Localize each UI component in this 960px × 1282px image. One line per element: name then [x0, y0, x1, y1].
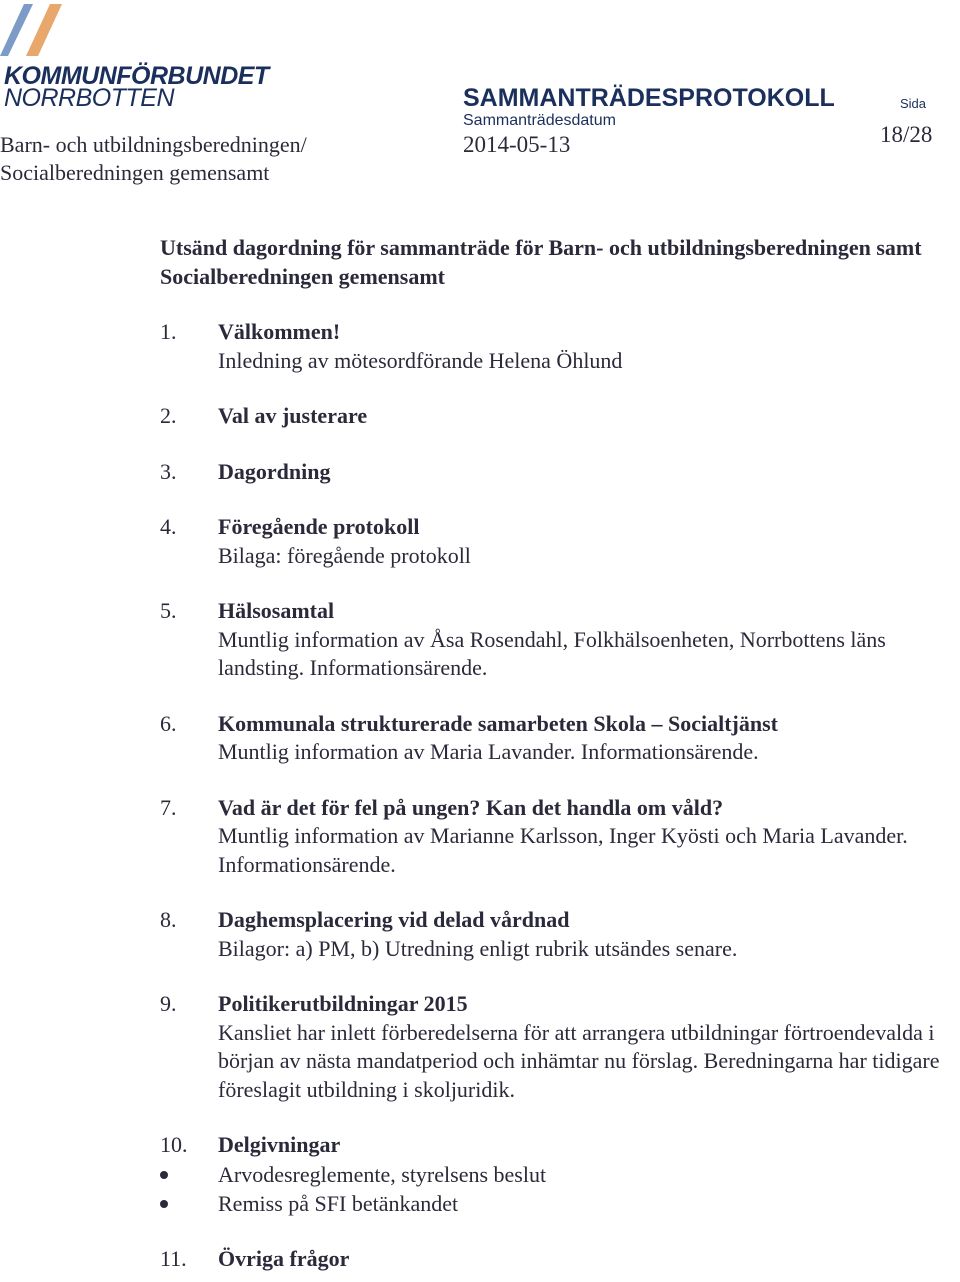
- agenda-item-5: [160, 597, 960, 683]
- agenda-item-number: 9.: [160, 991, 177, 1016]
- bullet-icon: [160, 1171, 168, 1179]
- agenda-item-description: Bilaga: föregående protokoll: [218, 542, 471, 568]
- agenda-heading: Utsänd dagordning för sammanträde för Barn- och utbildningsberedningen samt Socialberedningen gemensamt: [160, 235, 922, 289]
- bullet-item: [160, 1160, 960, 1189]
- agenda-item-number: 1.: [160, 319, 177, 344]
- agenda-item-9: [160, 990, 960, 1104]
- agenda-item-description: Muntlig information av Maria Lavander. Informationsärende.: [218, 739, 759, 764]
- page-label: Sida: [900, 96, 927, 111]
- agenda-item-8: [160, 906, 960, 963]
- agenda-item-10: [160, 1131, 960, 1160]
- agenda-item-number: 4.: [160, 514, 177, 539]
- agenda-item-title: Daghemsplacering vid delad vårdnad: [218, 907, 570, 932]
- agenda-item-3: [160, 458, 960, 487]
- agenda-item-number: 2.: [160, 403, 177, 428]
- bullet-text: Arvodesreglemente, styrelsens beslut: [218, 1161, 547, 1187]
- agenda-item-title: Val av justerare: [218, 403, 368, 428]
- agenda-item-6: [160, 710, 960, 767]
- agenda-item-number: 8.: [160, 907, 177, 932]
- meeting-date-label: Sammanträdesdatum: [463, 112, 616, 129]
- logo-stripes-icon: [0, 0, 260, 66]
- bullet-text: Remiss på SFI betänkandet: [218, 1190, 459, 1216]
- agenda-item-title: Övriga frågor: [218, 1245, 350, 1271]
- agenda-item-title: Dagordning: [218, 458, 331, 484]
- agenda-item-2: [160, 402, 960, 431]
- agenda-item-number: 11.: [160, 1245, 187, 1271]
- logo-wordmark-line1: KOMMUNFÖRBUNDET: [4, 62, 269, 90]
- page-number: 18/28: [880, 122, 933, 147]
- agenda-item-number: 10.: [160, 1132, 188, 1157]
- logo-wordmark-line2: NORRBOTTEN: [4, 84, 174, 112]
- agenda-item-title: Kommunala strukturerade samarbeten Skola – Socialtjänst: [218, 710, 778, 736]
- agenda-item-number: 7.: [160, 794, 177, 820]
- bullet-icon: [160, 1200, 168, 1208]
- agenda-item-number: 3.: [160, 458, 177, 484]
- agenda-item-number: 6.: [160, 710, 177, 736]
- agenda-item-11: [160, 1245, 960, 1274]
- agenda-list: [160, 318, 960, 1273]
- department-line2: Socialberedningen gemensamt: [0, 160, 270, 185]
- department-line1: Barn- och utbildningsberedningen/: [0, 132, 307, 157]
- document-title: SAMMANTRÄDESPROTOKOLL: [463, 84, 835, 112]
- bullet-item: [160, 1189, 960, 1218]
- agenda-item-description: Inledning av mötesordförande Helena Öhlund: [218, 347, 623, 373]
- agenda-item-title: Vad är det för fel på ungen? Kan det handla om våld?: [218, 794, 724, 820]
- agenda-item-description: Muntlig information av Åsa Rosendahl, Folkhälsoenheten, Norrbottens läns landsting. Informationsärende.: [218, 626, 886, 680]
- meeting-date: 2014-05-13: [463, 132, 571, 157]
- agenda-item-description: Bilagor: a) PM, b) Utredning enligt rubrik utsändes senare.: [218, 935, 738, 961]
- agenda-item-title: Hälsosamtal: [218, 598, 335, 623]
- agenda-item-4: [160, 513, 960, 570]
- agenda-item-title: Välkommen!: [218, 319, 341, 344]
- agenda-item-title: Politikerutbildningar 2015: [218, 991, 468, 1016]
- agenda-item-title: Delgivningar: [218, 1132, 341, 1157]
- agenda-item-7: [160, 794, 960, 880]
- agenda-item-1: [160, 318, 960, 375]
- agenda-item-number: 5.: [160, 598, 177, 623]
- agenda-item-title: Föregående protokoll: [218, 514, 420, 539]
- agenda-item-description: Kansliet har inlett förberedelserna för att arrangera utbildningar förtroendevalda i början av nästa mandatperiod och inhämtar nu förslag. Beredningarna har tidigare föreslagit utbildning i skoljuridik.: [218, 1019, 940, 1102]
- agenda-item-description: Muntlig information av Marianne Karlsson, Inger Kyösti och Maria Lavander. Informationsärende.: [218, 823, 908, 877]
